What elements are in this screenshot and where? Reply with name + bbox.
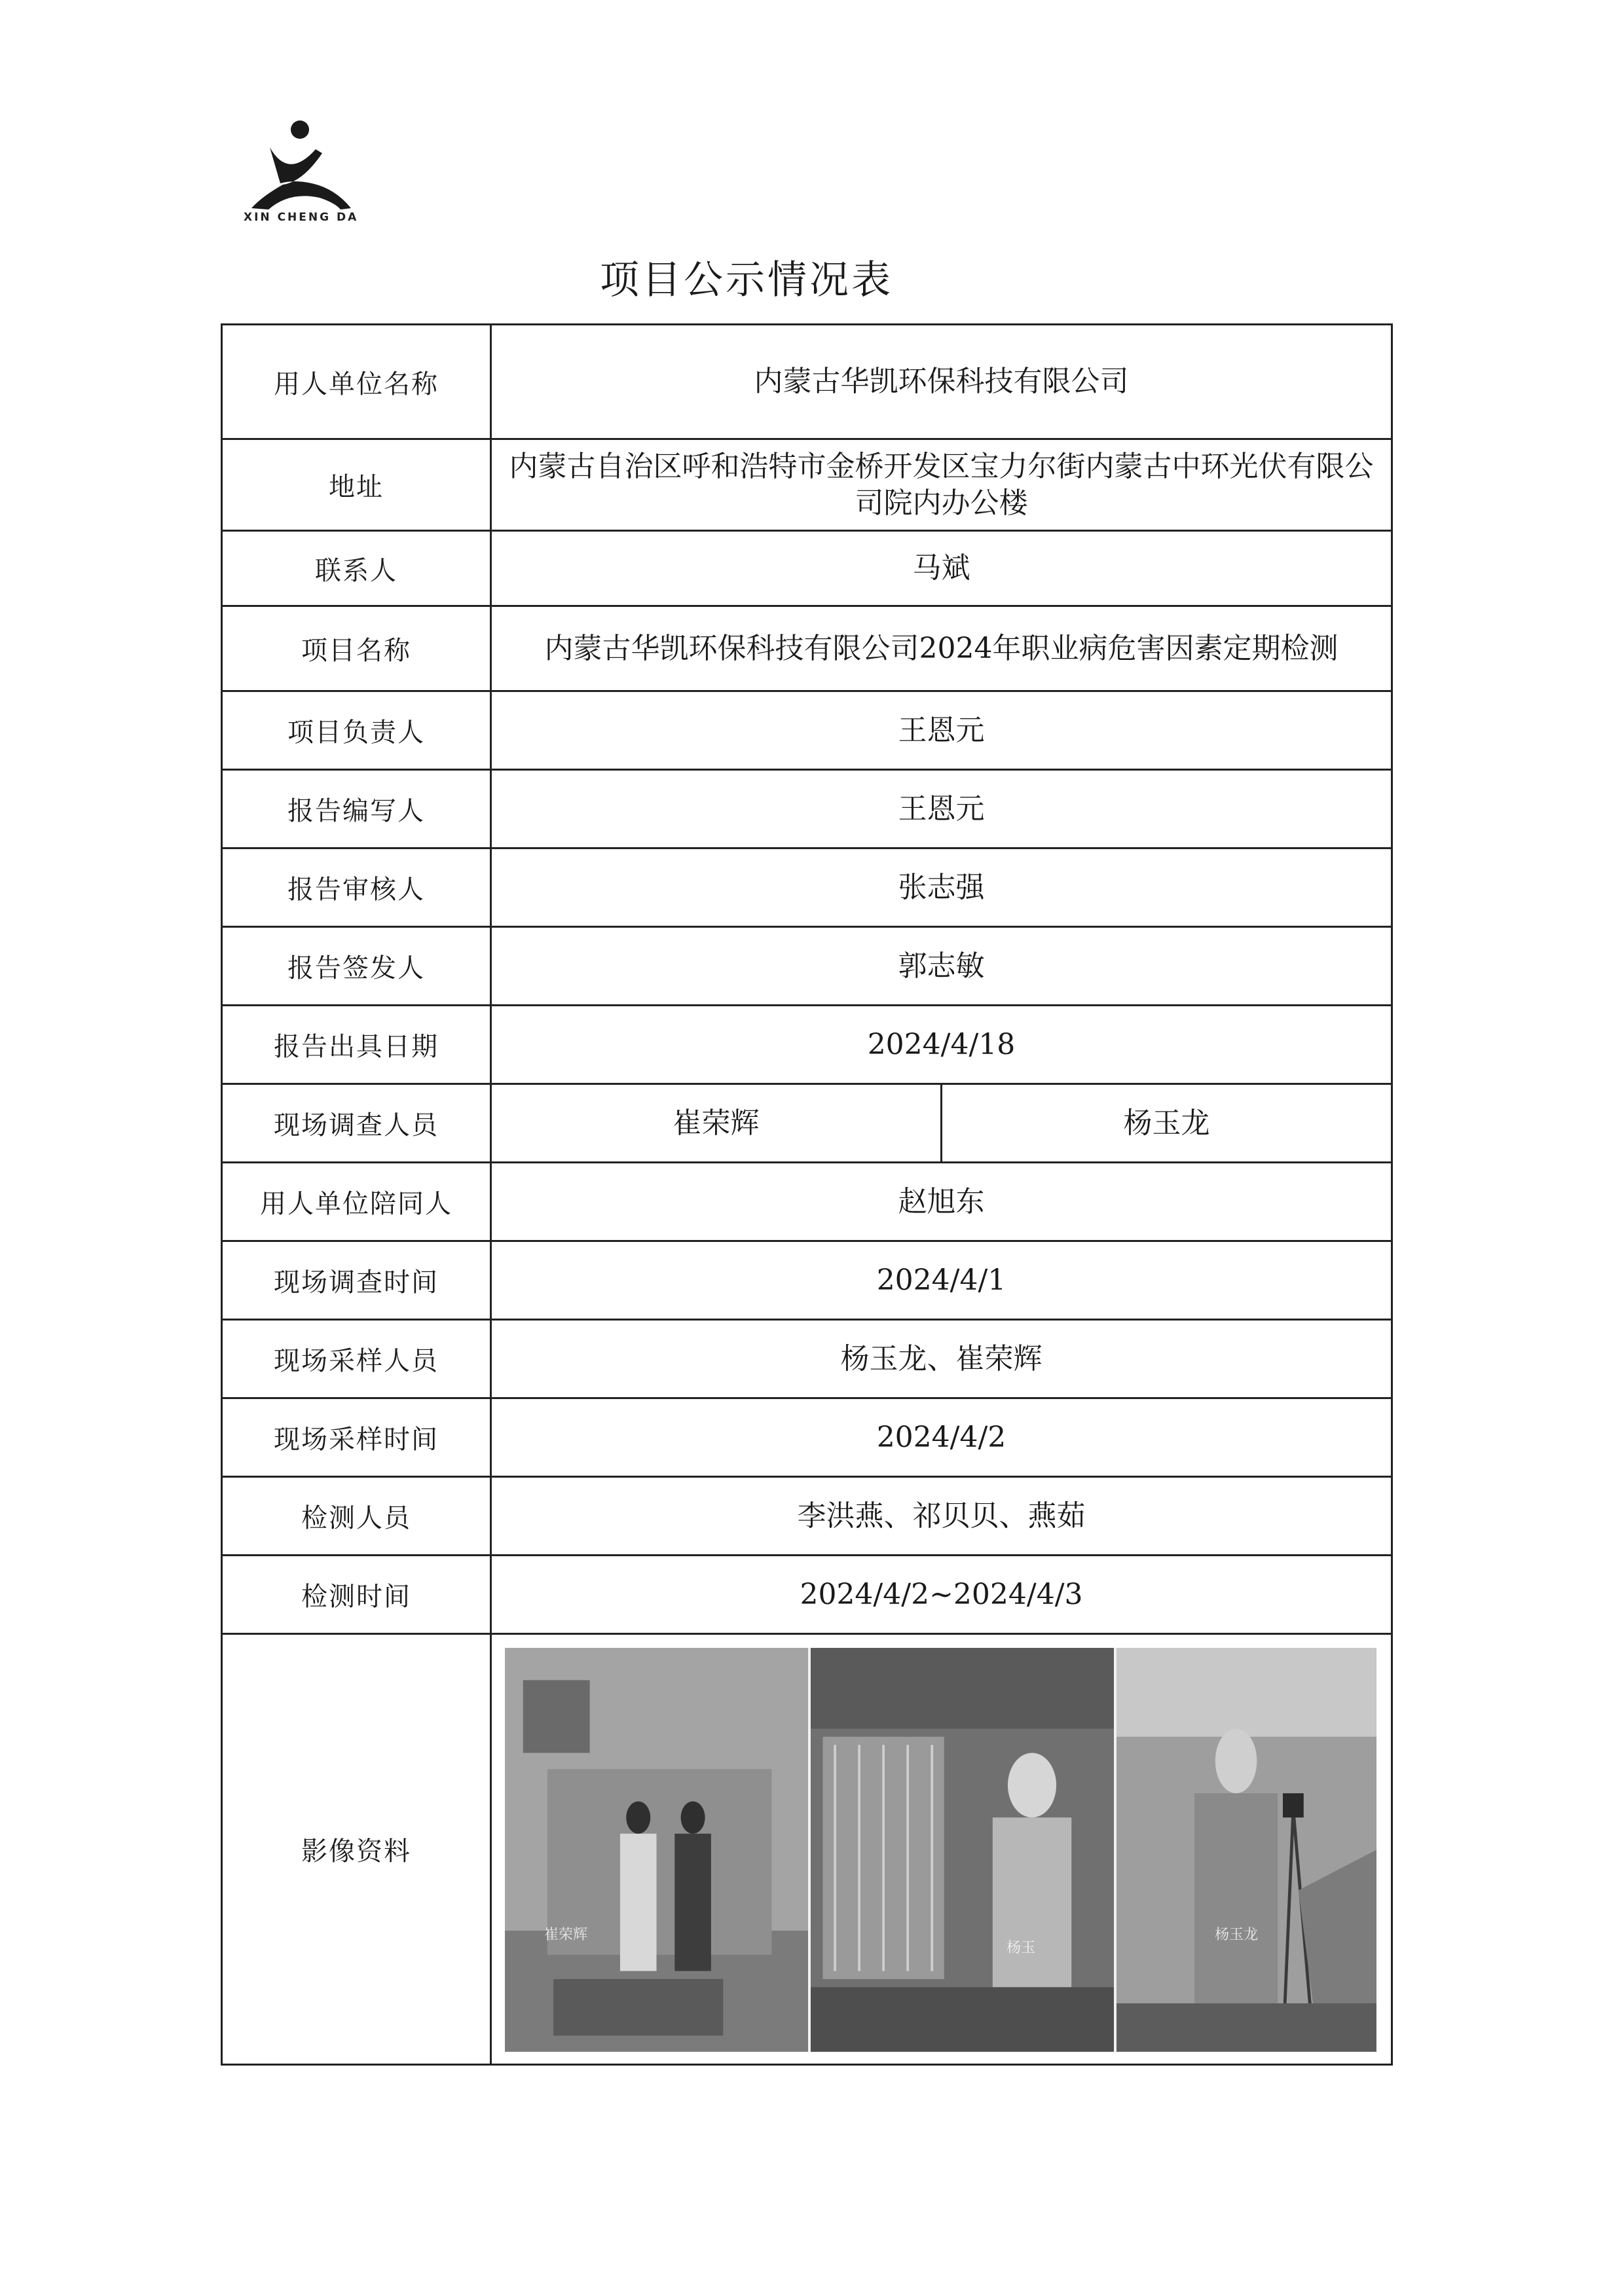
row-label: 项目负责人 xyxy=(223,692,492,769)
table-row xyxy=(223,325,1391,440)
photo-scene xyxy=(505,1648,808,2052)
employer-escort: 赵旭东 xyxy=(898,1184,985,1218)
employer-name: 内蒙古华凯环保科技有限公司 xyxy=(754,365,1129,398)
row-label: 项目名称 xyxy=(223,607,492,690)
row-label: 报告审核人 xyxy=(223,849,492,926)
table-row xyxy=(223,1085,1391,1163)
table-row xyxy=(223,1399,1391,1478)
row-label: 检测时间 xyxy=(223,1556,492,1633)
row-label: 地址 xyxy=(223,440,492,530)
table-row xyxy=(223,1556,1391,1635)
table-row xyxy=(223,1242,1391,1321)
row-label: 报告编写人 xyxy=(223,771,492,847)
row-label: 检测人员 xyxy=(223,1478,492,1554)
table-row xyxy=(223,1478,1391,1556)
table-row xyxy=(223,692,1391,771)
testing-staff: 李洪燕、祁贝贝、燕茹 xyxy=(797,1499,1086,1533)
table-row xyxy=(223,532,1391,607)
logo-dot xyxy=(291,120,309,139)
row-label: 报告出具日期 xyxy=(223,1006,492,1083)
row-label: 现场调查时间 xyxy=(223,1242,492,1319)
table-row xyxy=(223,440,1391,532)
photo-scene xyxy=(1116,1648,1376,2052)
report-issuer: 郭志敏 xyxy=(898,949,985,983)
report-writer: 王恩元 xyxy=(898,792,985,826)
project-disclosure-table xyxy=(221,323,1393,2066)
survey-staff-2: 杨玉龙 xyxy=(940,1085,1391,1161)
site-photo xyxy=(505,1648,811,2052)
image-materials xyxy=(492,1635,1391,2064)
report-date: 2024/4/18 xyxy=(867,1027,1016,1061)
row-label: 现场调查人员 xyxy=(223,1085,492,1161)
table-row xyxy=(223,1321,1391,1399)
row-label: 影像资料 xyxy=(223,1635,492,2064)
row-label: 联系人 xyxy=(223,532,492,605)
table-row xyxy=(223,1635,1391,2064)
logo-figure xyxy=(251,147,351,210)
site-photo xyxy=(1116,1648,1376,2052)
contact-person: 马斌 xyxy=(912,551,970,585)
table-row xyxy=(223,849,1391,928)
photo-scene xyxy=(811,1648,1114,2052)
photo-caption: 崔荣辉 xyxy=(544,1927,588,1943)
document-title: 项目公示情况表 xyxy=(600,257,893,303)
row-label: 现场采样时间 xyxy=(223,1399,492,1476)
report-reviewer: 张志强 xyxy=(898,870,985,904)
table-row xyxy=(223,1006,1391,1085)
row-label: 报告签发人 xyxy=(223,928,492,1004)
photo-caption: 杨玉 xyxy=(1006,1940,1036,1956)
project-name: 内蒙古华凯环保科技有限公司2024年职业病危害因素定期检测 xyxy=(544,631,1338,665)
survey-staff-1: 崔荣辉 xyxy=(673,1106,760,1140)
site-photo xyxy=(811,1648,1116,2052)
table-row xyxy=(223,1163,1391,1242)
sampling-time: 2024/4/2 xyxy=(876,1420,1006,1454)
photo-caption: 杨玉龙 xyxy=(1215,1927,1259,1943)
testing-time: 2024/4/2~2024/4/3 xyxy=(800,1577,1083,1611)
row-label: 用人单位名称 xyxy=(223,325,492,438)
project-leader: 王恩元 xyxy=(898,713,985,747)
photo-strip xyxy=(505,1648,1376,2052)
row-label: 用人单位陪同人 xyxy=(223,1163,492,1240)
sampling-staff: 杨玉龙、崔荣辉 xyxy=(840,1341,1043,1376)
logo-caption: XIN CHENG DA xyxy=(244,211,359,224)
table-row xyxy=(223,928,1391,1006)
site-survey-staff xyxy=(492,1085,1391,1161)
table-row xyxy=(223,771,1391,849)
address: 内蒙古自治区呼和浩特市金桥开发区宝力尔街内蒙古中环光伏有限公司院内办公楼 xyxy=(509,449,1374,520)
table-row xyxy=(223,607,1391,692)
row-label: 现场采样人员 xyxy=(223,1321,492,1397)
site-survey-time: 2024/4/1 xyxy=(876,1263,1006,1297)
